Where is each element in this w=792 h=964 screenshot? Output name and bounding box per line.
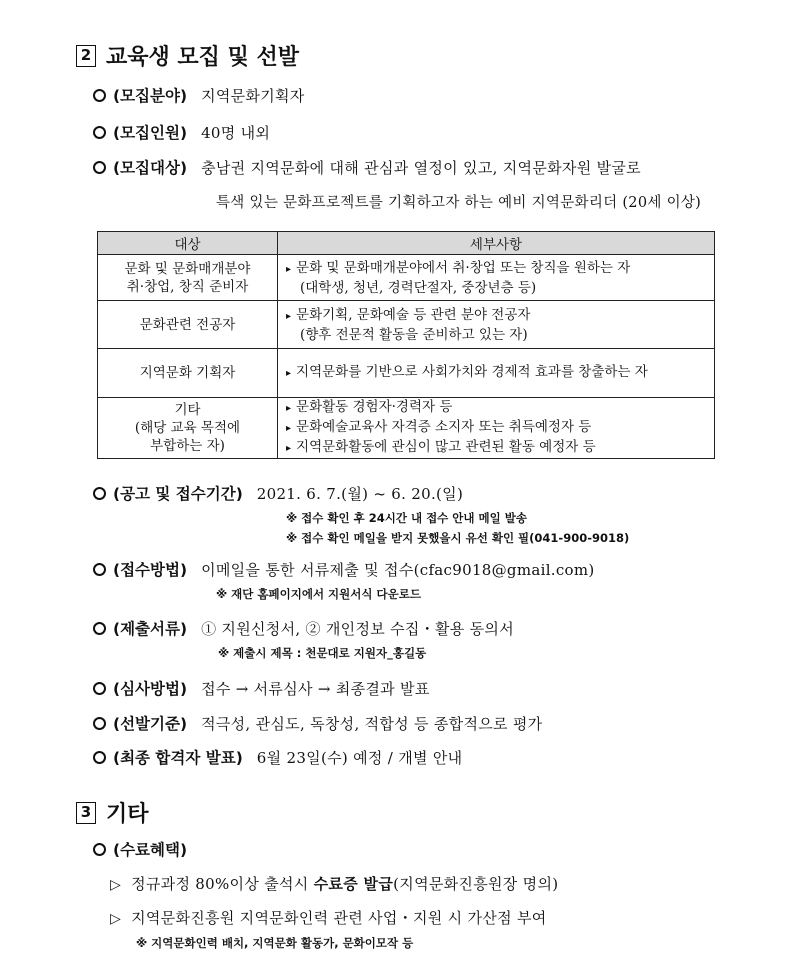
table-header-row (98, 232, 715, 255)
triangle-arrow-icon: ▸ (286, 310, 292, 322)
table-row (98, 349, 715, 398)
benefit-line-2: ▷ 지역문화진흥원 지역문화인력 관련 사업・지원 시 가산점 부여 (110, 909, 547, 927)
section-3-heading (76, 797, 149, 828)
item-final (93, 746, 462, 768)
item-value: 6월 23일(수) 예정 / 개별 안내 (256, 748, 463, 767)
table-header-target: 대상 (98, 232, 278, 255)
item-label: (모집분야) (113, 87, 188, 105)
item-label: (접수방법) (113, 561, 188, 579)
item-method (93, 558, 595, 580)
item-value: 접수 → 서류심사 → 최종결과 발표 (201, 679, 430, 698)
item-value: 40명 내외 (201, 123, 271, 142)
item-benefit (93, 838, 201, 860)
item-label: (최종 합격자 발표) (113, 749, 243, 767)
table-cell-target: 지역문화 기획자 (98, 349, 278, 398)
circle-bullet-icon (93, 161, 106, 174)
circle-bullet-icon (93, 717, 106, 730)
table-header-details: 세부사항 (278, 232, 715, 255)
note-benefit: ※ 지역문화인력 배치, 지역문화 활동가, 문화이모작 등 (136, 936, 414, 950)
item-value: 이메일을 통한 서류제출 및 접수(cfac9018@gmail.com) (201, 560, 595, 579)
item-label: (수료혜택) (113, 841, 188, 859)
section-number-box: 2 (76, 45, 96, 67)
circle-bullet-icon (93, 622, 106, 635)
triangle-arrow-icon: ▸ (286, 263, 292, 275)
triangle-bullet-icon: ▷ (110, 877, 122, 893)
target-table (97, 231, 715, 459)
circle-bullet-icon (93, 682, 106, 695)
triangle-arrow-icon: ▸ (286, 423, 292, 434)
item-label: (공고 및 접수기간) (113, 485, 243, 503)
table-cell-target: 문화 및 문화매개분야 취·창업, 창직 준비자 (98, 255, 278, 301)
note-period-2: ※ 접수 확인 메일을 받지 못했을시 유선 확인 필(041-900-9018) (286, 531, 630, 545)
note-method: ※ 재단 홈페이지에서 지원서식 다운로드 (216, 587, 421, 601)
table-cell-details: ▸ 문화기획, 문화예술 등 관련 분야 전공자 (향후 전문적 활동을 준비하고 있는 자) (278, 301, 715, 349)
note-documents: ※ 제출시 제목 : 천문대로 지원자_홍길동 (218, 646, 427, 660)
item-value: ① 지원신청서, ② 개인정보 수집・활용 동의서 (201, 619, 515, 638)
note-period-1: ※ 접수 확인 후 24시간 내 접수 안내 메일 발송 (286, 511, 527, 525)
table-cell-target: 문화관련 전공자 (98, 301, 278, 349)
item-value-line1: 충남권 지역문화에 대해 관심과 열정이 있고, 지역문화자원 발굴로 (201, 158, 641, 177)
section-title: 교육생 모집 및 선발 (106, 45, 299, 70)
item-recruit-field (93, 84, 305, 106)
circle-bullet-icon (93, 843, 106, 856)
circle-bullet-icon (93, 89, 106, 102)
table-row (98, 255, 715, 301)
item-label: (선발기준) (113, 715, 188, 733)
item-review (93, 677, 430, 699)
item-label: (모집인원) (113, 124, 188, 142)
item-label: (심사방법) (113, 680, 188, 698)
item-value: 적극성, 관심도, 독창성, 적합성 등 종합적으로 평가 (201, 714, 543, 733)
table-row (98, 301, 715, 349)
item-recruit-target (93, 156, 641, 178)
circle-bullet-icon (93, 563, 106, 576)
section-number-box: 3 (76, 802, 96, 824)
table-cell-target: 기타 (해당 교육 목적에 부합하는 자) (98, 398, 278, 459)
item-label: (모집대상) (113, 159, 188, 177)
item-period (93, 482, 463, 504)
circle-bullet-icon (93, 751, 106, 764)
item-value: 지역문화기획자 (201, 86, 305, 105)
item-value: 2021. 6. 7.(월) ~ 6. 20.(일) (256, 484, 464, 503)
benefit-line-1: ▷ 정규과정 80%이상 출석시 수료증 발급(지역문화진흥원장 명의) (110, 875, 559, 893)
circle-bullet-icon (93, 126, 106, 139)
table-cell-details: ▸ 문화 및 문화매개분야에서 취·창업 또는 창직을 원하는 자 (대학생, 청년, 경력단절자, 중장년층 등) (278, 255, 715, 301)
item-documents (93, 617, 514, 639)
circle-bullet-icon (93, 487, 106, 500)
item-value-line2: 특색 있는 문화프로젝트를 기획하고자 하는 예비 지역문화리더 (20세 이상) (216, 195, 702, 211)
section-2-heading (76, 40, 299, 71)
item-label: (제출서류) (113, 620, 188, 638)
item-recruit-count (93, 121, 270, 143)
table-cell-details: ▸ 지역문화를 기반으로 사회가치와 경제적 효과를 창출하는 자 (278, 349, 715, 398)
section-title: 기타 (106, 802, 149, 827)
triangle-arrow-icon: ▸ (286, 368, 292, 379)
triangle-bullet-icon: ▷ (110, 911, 122, 927)
triangle-arrow-icon: ▸ (286, 403, 292, 414)
triangle-arrow-icon: ▸ (286, 443, 292, 454)
table-cell-details: ▸ 문화활동 경험자·경력자 등 ▸ 문화예술교육사 자격증 소지자 또는 취득예정자 등 ▸ 지역문화활동에 관심이 많고 관련된 활동 예정자 등 (278, 398, 715, 459)
item-criteria (93, 712, 542, 734)
table-row (98, 398, 715, 459)
